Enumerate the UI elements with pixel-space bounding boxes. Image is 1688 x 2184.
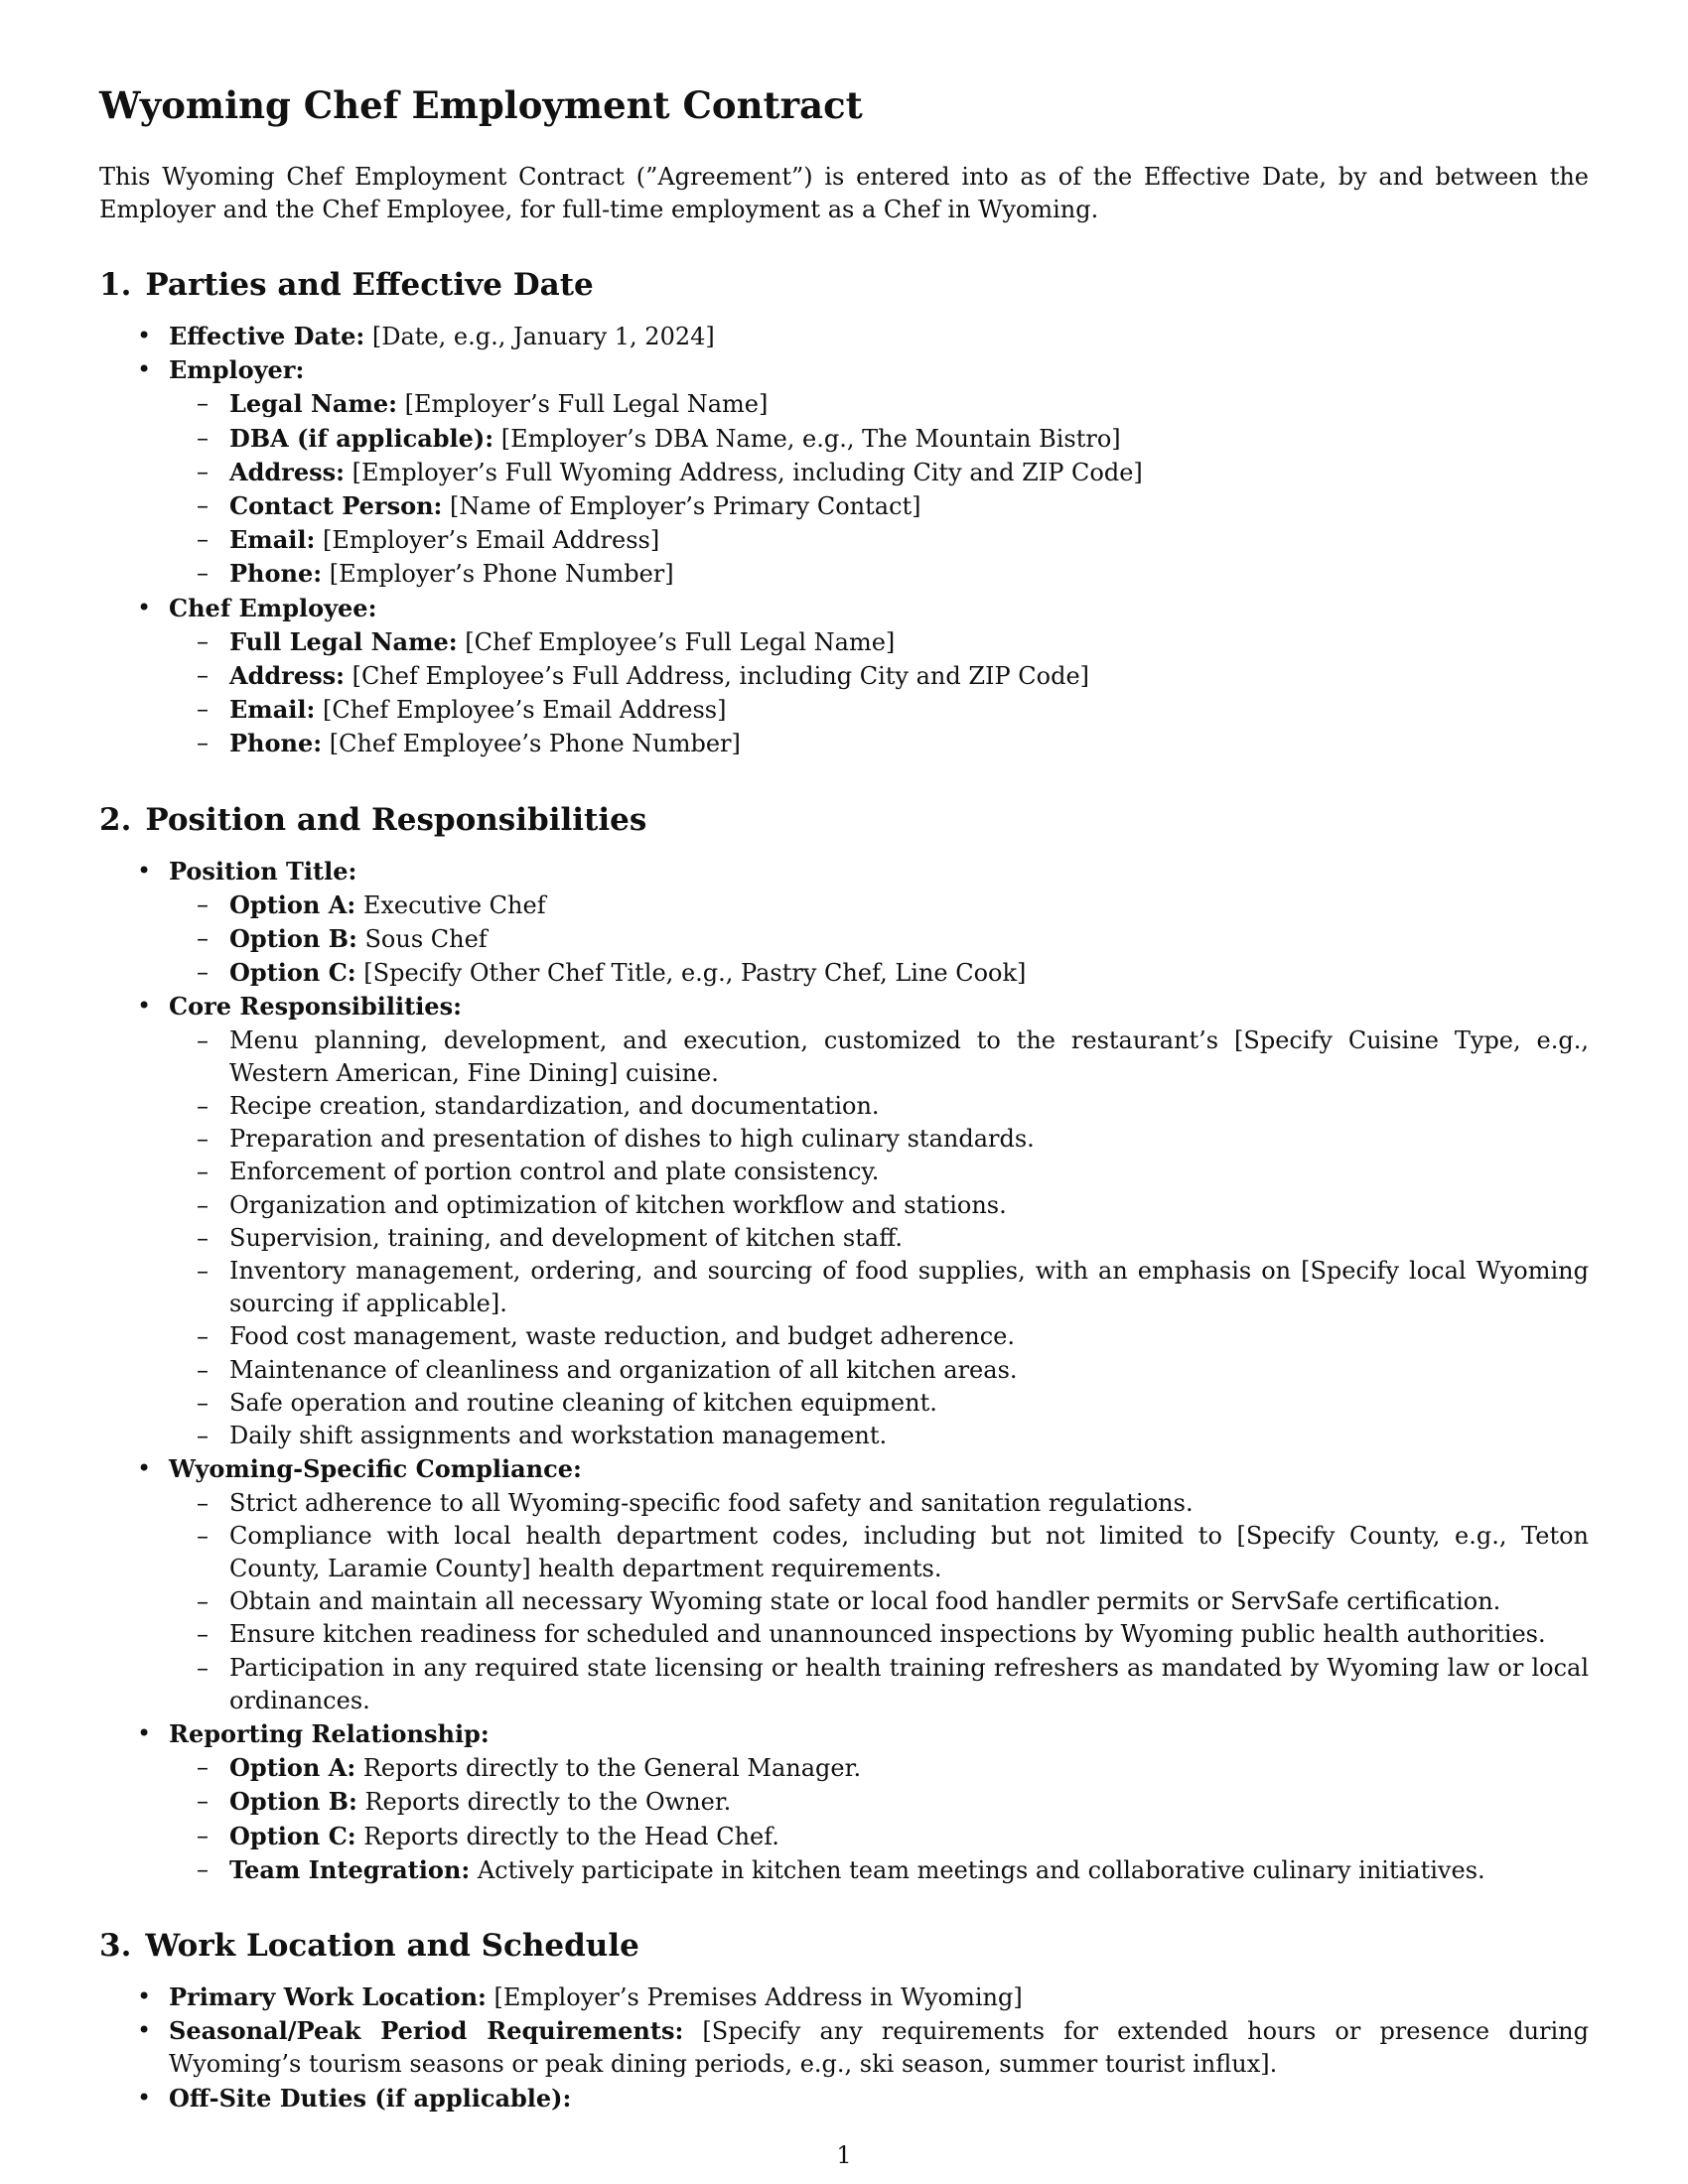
list-item — [99, 592, 1589, 761]
sublist-item: – Menu planning, development, and execution, customized to the restaurant’s [Specify Cuisine Type, e.g., Western American, Fine Dining] cuisine. — [169, 1024, 1589, 1090]
item-value: [Employer’s Phone Number] — [322, 560, 674, 589]
item-value: [Employer’s Full Legal Name] — [396, 390, 769, 419]
sublist-item: – Supervision, training, and development of kitchen staff. — [169, 1222, 1589, 1255]
item-value: [Date, e.g., January 1, 2024] — [364, 323, 715, 350]
sublist-item: – Participation in any required state licensing or health training refreshers as mandated by Wyoming law or local ordinances. — [169, 1652, 1589, 1717]
sublist-item — [169, 1751, 1589, 1785]
item-value: Reports directly to the General Manager. — [355, 1754, 862, 1783]
list-item — [99, 2082, 1589, 2116]
item-label: Primary Work Location: — [169, 1981, 487, 2011]
item-value: [Specify any requirements for extended hours or presence during Wyoming’s tourism seasons or peak dining periods, e.g., ski season, summer tourist influx]. — [169, 2017, 1589, 2079]
sublist-item: – Food cost management, waste reduction, and budget adherence. — [169, 1320, 1589, 1353]
item-label: Full Legal Name: — [229, 626, 458, 656]
section-3-heading — [99, 1927, 1589, 1965]
section-1-heading — [99, 266, 1589, 304]
item-value: [Specify Other Chef Title, e.g., Pastry Chef, Line Cook] — [355, 959, 1027, 988]
section-number: 3. — [99, 1927, 132, 1964]
item-label: Address: — [229, 661, 345, 691]
item-label: Reporting Relationship: — [169, 1718, 490, 1748]
item-label: Option C: — [229, 958, 356, 988]
document-title: Wyoming Chef Employment Contract — [99, 83, 863, 127]
sublist-item — [169, 888, 1589, 922]
item-label: Chef Employee: — [169, 593, 377, 622]
intro-paragraph: This Wyoming Chef Employment Contract (”Agreement”) is entered into as of the Effective Date, by and between the Employer and the Chef Employee, for full-time employment as a Chef in Wyoming. — [99, 163, 1589, 223]
sublist-item — [169, 625, 1589, 659]
item-label: DBA (if applicable): — [229, 423, 494, 453]
sublist-item: – Organization and optimization of kitchen workflow and stations. — [169, 1189, 1589, 1222]
item-value: [Employer’s DBA Name, e.g., The Mountain Bistro] — [493, 424, 1121, 453]
sublist-item: – Ensure kitchen readiness for scheduled and unannounced inspections by Wyoming public health authorities. — [169, 1618, 1589, 1651]
item-label: Seasonal/Peak Period Requirements: — [169, 2016, 684, 2046]
item-label: Option A: — [229, 1753, 356, 1783]
item-label: Contact Person: — [229, 491, 443, 521]
list-item — [99, 2014, 1589, 2081]
item-value: Reports directly to the Owner. — [356, 1788, 732, 1817]
item-value: [Employer’s Email Address] — [315, 526, 660, 555]
item-label: Phone: — [229, 559, 323, 589]
sublist-item — [169, 956, 1589, 990]
item-label: Option A: — [229, 889, 356, 919]
sublist-item — [169, 659, 1589, 693]
item-value: Sous Chef — [356, 925, 488, 954]
employer-sublist — [169, 387, 1589, 591]
sublist-item — [169, 922, 1589, 956]
section-1-list — [99, 320, 1589, 761]
item-label: Option C: — [229, 1821, 356, 1850]
item-value: [Employer’s Premises Address in Wyoming] — [486, 1982, 1023, 2011]
item-label: Email: — [229, 525, 316, 555]
section-3-list — [99, 1980, 1589, 2116]
list-item — [99, 353, 1589, 591]
item-label: Effective Date: — [169, 322, 365, 350]
sublist-item — [169, 523, 1589, 557]
item-label: Phone: — [229, 729, 323, 758]
list-item — [99, 1452, 1589, 1717]
document-page — [99, 83, 1589, 2155]
chef-sublist — [169, 625, 1589, 761]
sublist-item — [169, 387, 1589, 421]
sublist-item: – Enforcement of portion control and plate consistency. — [169, 1156, 1589, 1188]
sublist-item: – Maintenance of cleanliness and organization of all kitchen areas. — [169, 1354, 1589, 1387]
list-item — [99, 855, 1589, 991]
sublist-item — [169, 693, 1589, 727]
reporting-sublist — [169, 1751, 1589, 1887]
section-title: Position and Responsibilities — [145, 801, 647, 838]
sublist-item — [169, 1820, 1589, 1853]
item-value: Actively participate in kitchen team meetings and collaborative culinary initiatives. — [470, 1855, 1485, 1884]
list-item — [99, 1717, 1589, 1887]
item-value: [Chef Employee’s Phone Number] — [322, 730, 741, 758]
list-item — [99, 1980, 1589, 2014]
section-title: Parties and Effective Date — [145, 267, 594, 303]
sublist-item — [169, 422, 1589, 456]
sublist-item — [169, 456, 1589, 489]
item-label: Option B: — [229, 924, 357, 954]
section-2-heading — [99, 801, 1589, 839]
item-value: Executive Chef — [355, 890, 546, 919]
item-label: Core Responsibilities: — [169, 992, 462, 1022]
item-label: Team Integration: — [229, 1854, 471, 1884]
list-item — [99, 320, 1589, 353]
item-label: Position Title: — [169, 856, 357, 886]
item-value: [Chef Employee’s Full Legal Name] — [457, 627, 896, 656]
sublist-item — [169, 727, 1589, 760]
item-label: Off-Site Duties (if applicable): — [169, 2083, 572, 2113]
page-number: 1 — [836, 2141, 852, 2169]
item-value: [Chef Employee’s Email Address] — [315, 696, 727, 725]
core-responsibilities-sublist — [169, 1024, 1589, 1453]
sublist-item — [169, 1853, 1589, 1887]
sublist-item — [169, 489, 1589, 523]
sublist-item: – Recipe creation, standardization, and documentation. — [169, 1090, 1589, 1123]
sublist-item: – Daily shift assignments and workstation management. — [169, 1420, 1589, 1452]
sublist-item: – Compliance with local health department codes, including but not limited to [Specify County, e.g., Teton County, Laramie County] health department requirements. — [169, 1520, 1589, 1585]
item-value: Reports directly to the Head Chef. — [355, 1822, 779, 1850]
section-2-list — [99, 855, 1589, 1887]
item-label: Employer: — [169, 355, 305, 385]
item-label: Option B: — [229, 1787, 357, 1817]
position-sublist — [169, 888, 1589, 991]
item-label: Wyoming-Specific Compliance: — [169, 1454, 582, 1484]
section-title: Work Location and Schedule — [145, 1927, 639, 1964]
sublist-item: – Obtain and maintain all necessary Wyoming state or local food handler permits or ServSafe certification. — [169, 1585, 1589, 1618]
item-value: [Chef Employee’s Full Address, including City and ZIP Code] — [344, 662, 1090, 691]
item-label: Legal Name: — [229, 389, 397, 419]
section-number: 2. — [99, 801, 132, 838]
item-label: Address: — [229, 457, 345, 486]
sublist-item — [169, 557, 1589, 591]
item-label: Email: — [229, 695, 316, 725]
item-value: [Name of Employer’s Primary Contact] — [442, 492, 921, 521]
compliance-sublist — [169, 1487, 1589, 1717]
sublist-item — [169, 1785, 1589, 1819]
sublist-item: – Preparation and presentation of dishes to high culinary standards. — [169, 1123, 1589, 1156]
item-value: [Employer’s Full Wyoming Address, including City and ZIP Code] — [344, 458, 1143, 486]
sublist-item: – Safe operation and routine cleaning of kitchen equipment. — [169, 1387, 1589, 1420]
list-item — [99, 990, 1589, 1452]
section-number: 1. — [99, 267, 132, 303]
sublist-item: – Strict adherence to all Wyoming-specific food safety and sanitation regulations. — [169, 1487, 1589, 1520]
sublist-item: – Inventory management, ordering, and sourcing of food supplies, with an emphasis on [Specify local Wyoming sourcing if applicable]. — [169, 1255, 1589, 1320]
